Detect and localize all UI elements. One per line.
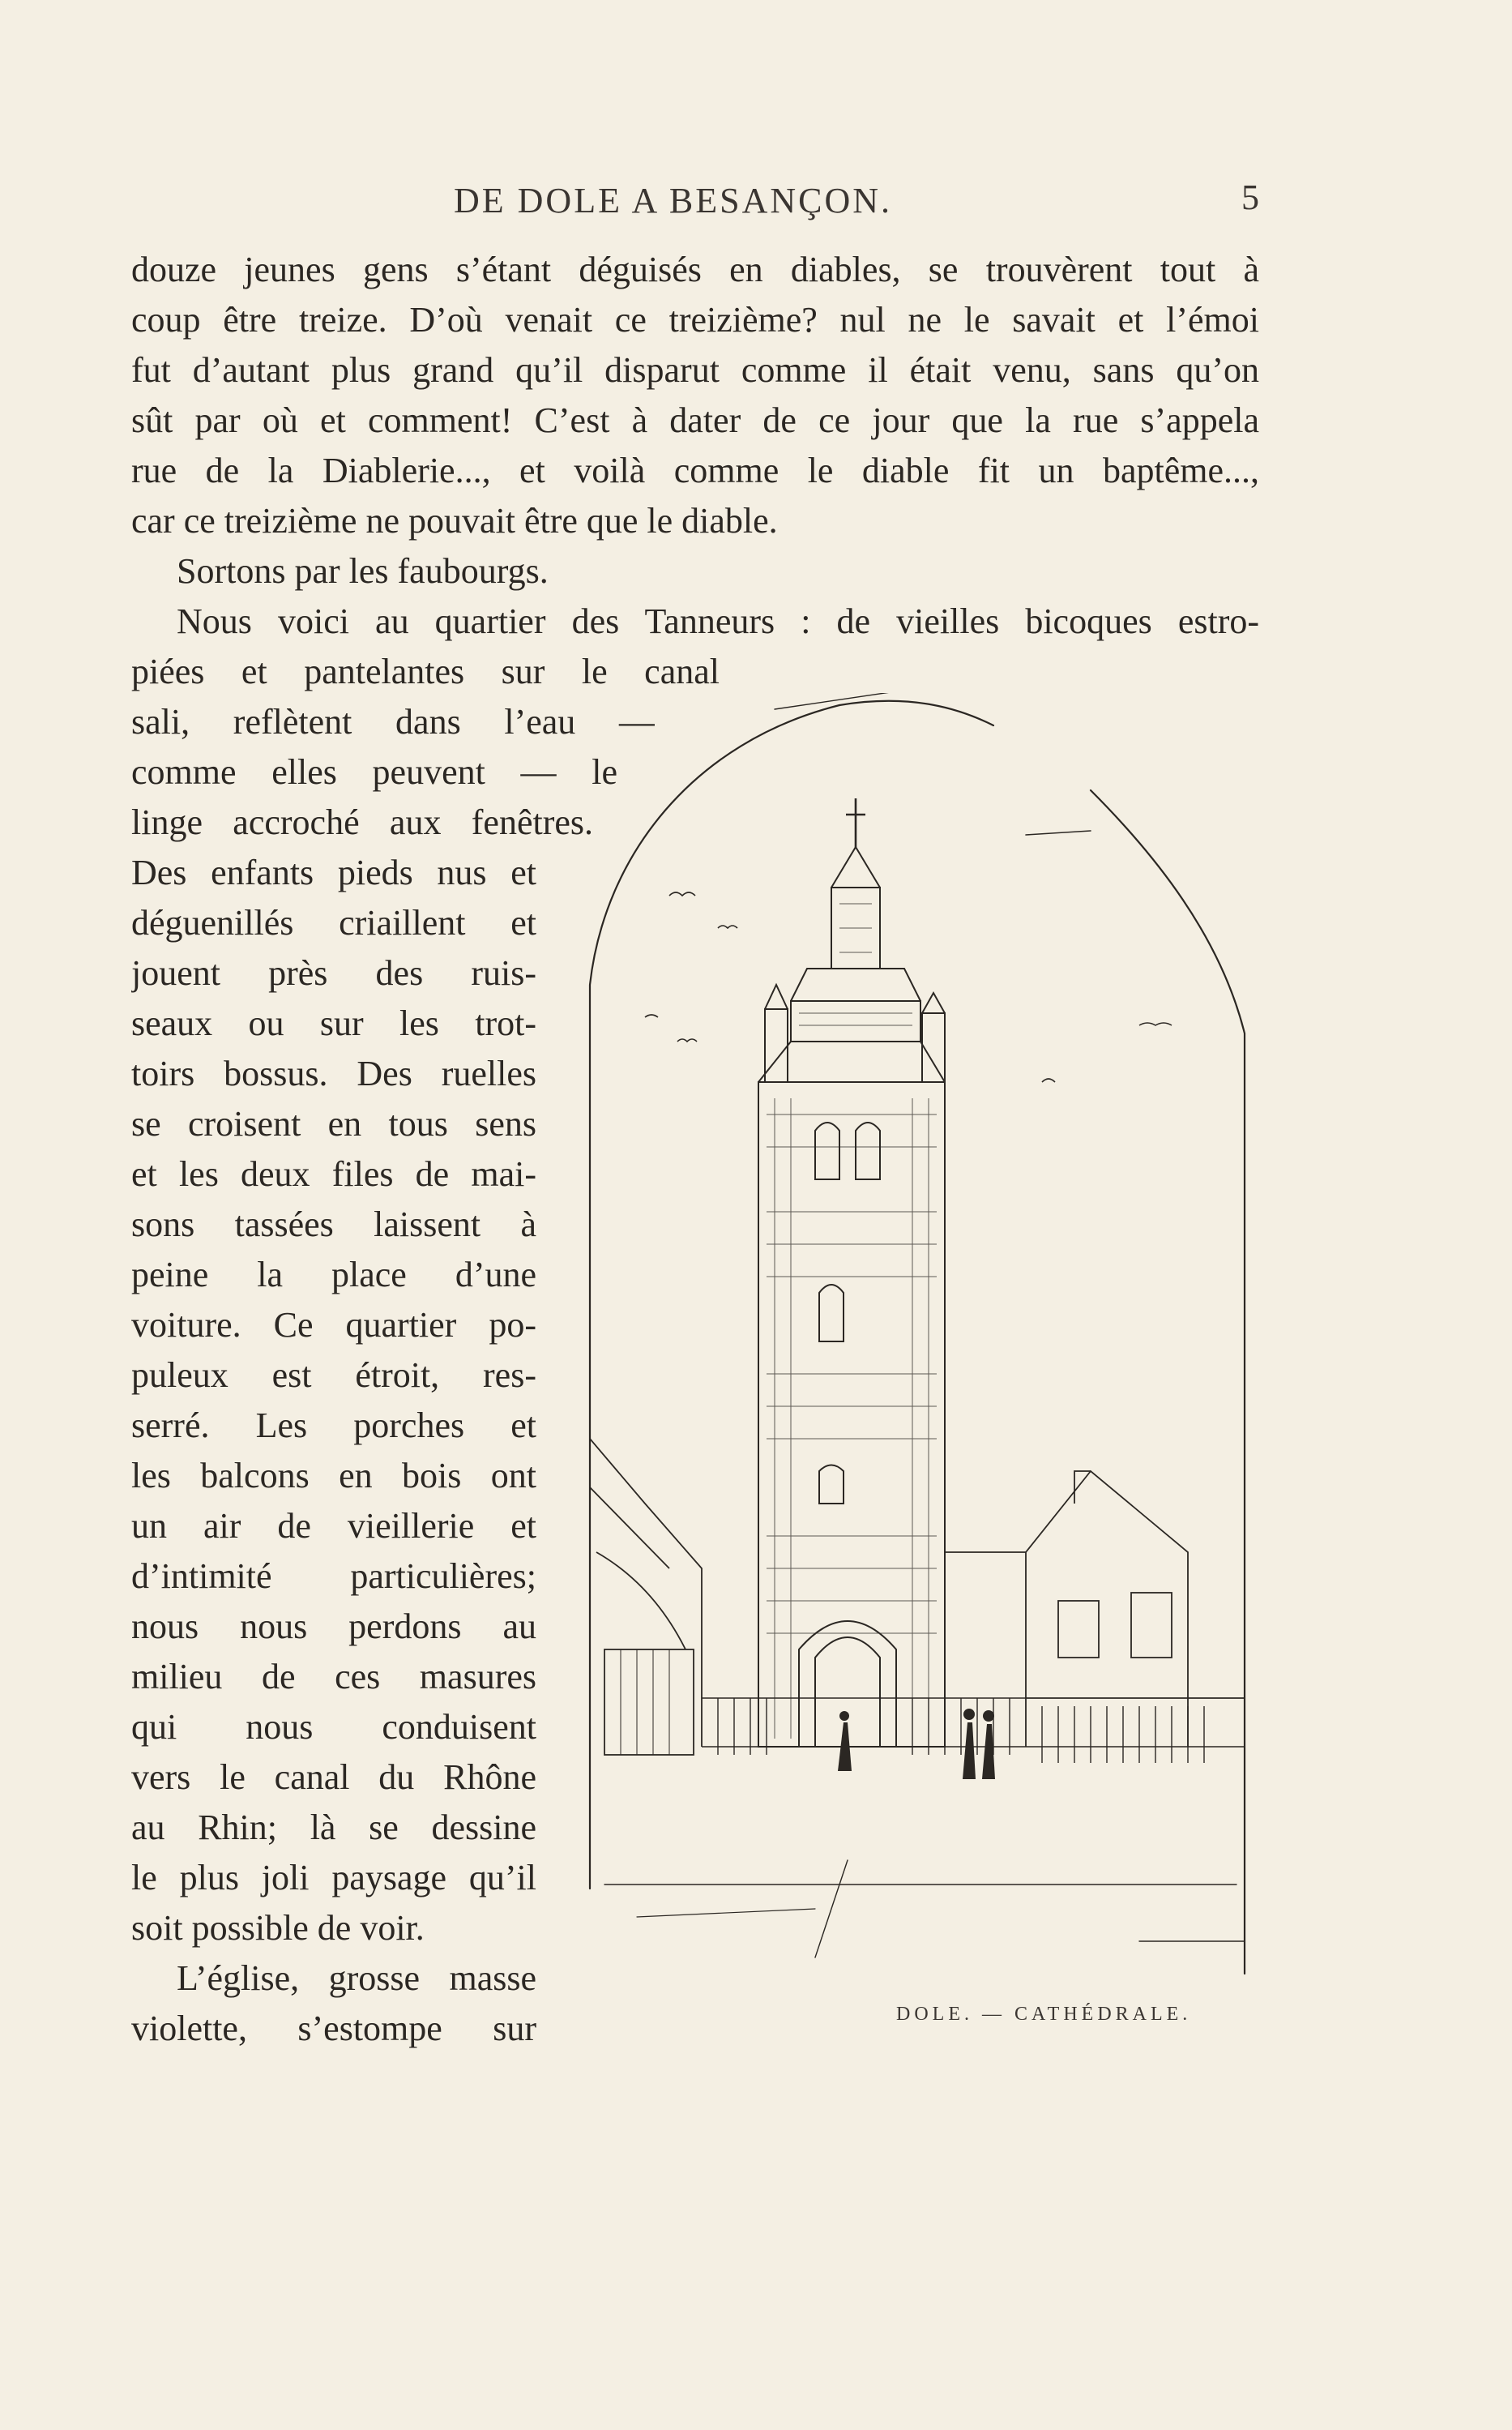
text-line: rue de la Diablerie..., et voilà comme le diable fit un baptême..., bbox=[131, 451, 1259, 490]
text-line: comme elles peuvent — le bbox=[131, 752, 617, 792]
text-line: le plus joli paysage qu’il bbox=[131, 1858, 536, 1897]
text-line: soit possible de voir. bbox=[131, 1908, 425, 1948]
text-line: et les deux files de mai- bbox=[131, 1154, 536, 1194]
figure-caption: DOLE. — CATHÉDRALE. bbox=[896, 2004, 1192, 2025]
text-line: sali, reflètent dans l’eau — bbox=[131, 702, 655, 742]
text-line: serré. Les porches et bbox=[131, 1405, 536, 1445]
text-line: douze jeunes gens s’étant déguisés en diables, se trouvèrent tout à bbox=[131, 250, 1259, 289]
text-line: au Rhin; là se dessine bbox=[131, 1808, 536, 1847]
text-line: jouent près des ruis- bbox=[131, 953, 536, 993]
text-line: d’intimité particulières; bbox=[131, 1556, 536, 1596]
text-line: les balcons en bois ont bbox=[131, 1456, 536, 1495]
text-line: coup être treize. D’où venait ce treizième? nul ne le savait et l’émoi bbox=[131, 300, 1259, 340]
text-line: se croisent en tous sens bbox=[131, 1104, 536, 1144]
text-line: milieu de ces masures bbox=[131, 1657, 536, 1696]
text-line: peine la place d’une bbox=[131, 1255, 536, 1294]
text-line: car ce treizième ne pouvait être que le diable. bbox=[131, 501, 778, 541]
text-line: piées et pantelantes sur le canal bbox=[131, 652, 720, 691]
text-line: toirs bossus. Des ruelles bbox=[131, 1054, 536, 1093]
text-line: nous nous perdons au bbox=[131, 1606, 536, 1646]
text-line: L’église, grosse masse bbox=[177, 1958, 536, 1998]
page-number: 5 bbox=[1241, 178, 1259, 217]
text-line: puleux est étroit, res- bbox=[131, 1355, 536, 1395]
text-line: linge accroché aux fenêtres. bbox=[131, 802, 593, 842]
cathedral-engraving bbox=[572, 693, 1253, 2039]
text-line: qui nous conduisent bbox=[131, 1707, 536, 1747]
text-line: violette, s’estompe sur bbox=[131, 2009, 536, 2048]
text-line: Sortons par les faubourgs. bbox=[177, 551, 549, 591]
cathedral-engraving-drawing bbox=[572, 693, 1253, 2039]
text-line: voiture. Ce quartier po- bbox=[131, 1305, 536, 1345]
text-line: déguenillés criaillent et bbox=[131, 903, 536, 943]
text-line: sons tassées laissent à bbox=[131, 1204, 536, 1244]
text-line: un air de vieillerie et bbox=[131, 1506, 536, 1546]
text-line: Des enfants pieds nus et bbox=[131, 853, 536, 892]
text-line: fut d’autant plus grand qu’il disparut comme il était venu, sans qu’on bbox=[131, 350, 1259, 390]
text-line: vers le canal du Rhône bbox=[131, 1757, 536, 1797]
text-line: sût par où et comment! C’est à dater de ce jour que la rue s’appela bbox=[131, 400, 1259, 440]
text-line: seaux ou sur les trot- bbox=[131, 1003, 536, 1043]
text-line: Nous voici au quartier des Tanneurs : de vieilles bicoques estro- bbox=[177, 601, 1259, 641]
running-title: DE DOLE A BESANÇON. bbox=[454, 181, 893, 220]
